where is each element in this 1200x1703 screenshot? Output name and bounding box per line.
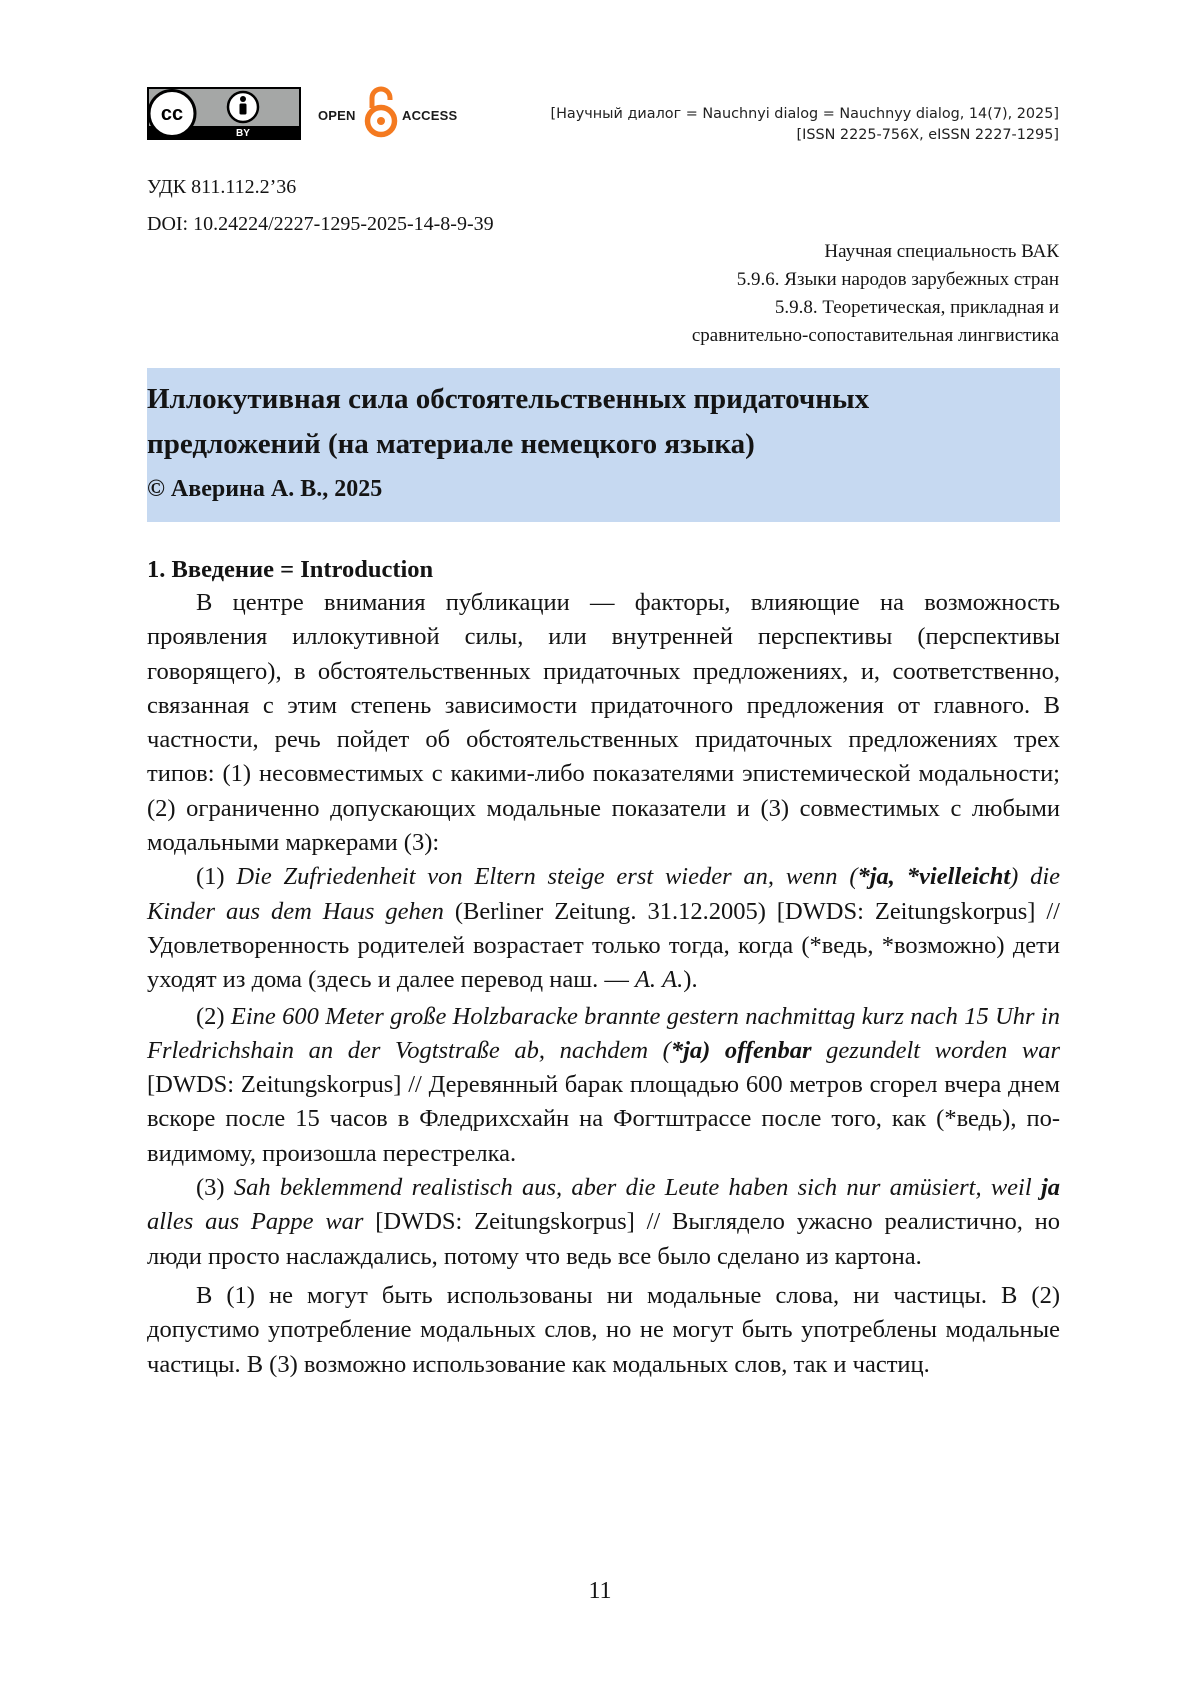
cc-by-license-badge [147,87,301,140]
specialty-line: Научная специальность ВАК [824,241,1059,262]
access-label: ACCESS [402,108,458,123]
issn-line: [ISSN 2225-756X, eISSN 2227-1295] [796,127,1059,143]
section-heading: 1. Введение = Introduction [147,556,434,583]
german-example-markers: ja [1040,1174,1060,1202]
german-example: gezundelt worden war [811,1036,1060,1064]
page-number: 11 [588,1578,612,1604]
body-text [147,586,1060,1382]
udc-code: УДК 811.112.2’36 [147,176,297,198]
conclusion-paragraph: В (1) не могут быть использованы ни модальные слова, ни частицы. В (2) допустимо употребление модальных слов, но не могут быть употреблены модальные частицы. В (3) возможно использование как модальных слов, так и частиц. [147,1281,1060,1378]
intro-paragraph: В центре внимания публикации — факторы, влияющие на возможность проявления иллокутивной силы, или внутренней перспективы (перспективы говорящего), в обстоятельственных придаточных предложениях, и, соответственно, связанная с этим степень зависимости придаточного предложения от главного. В частности, речь пойдет об обстоятельственных придаточных предложениях трех типов: (1) несовместимых с какими-либо показателями эпистемической модальности; (2) ограниченно допускающих модальные показатели и (3) совместимых с любыми модальными маркерами (3): [147,589,1060,857]
german-example: Eine 600 Meter große Holzbaracke brannte gestern nachmittag kurz nach 15 Uhr in Frledrichshain an der Vogtstraße ab, nachdem ( [147,1002,1060,1064]
german-example-markers: *ja) offenbar [670,1036,812,1064]
translator-initials: А. А. [634,966,684,994]
open-access-logo [318,86,460,138]
copyright-author: © Аверина А. В., 2025 [147,476,383,502]
example-3 [147,1171,1060,1274]
journal-citation [551,104,1060,146]
example-number: (3) [196,1174,234,1202]
specialty-line: 5.9.8. Теоретическая, прикладная и [774,297,1059,318]
by-label: BY [236,128,250,139]
open-label: OPEN [318,108,356,123]
example-source-translation: (Berliner Zeitung. 31.12.2005) [DWDS: Zeitungskorpus] // Удовлетворенность родителей возрастает только тогда, когда (*ведь, *возможно) дети уходят из дома (здесь и далее перевод наш. — [147,897,1060,994]
journal-line: [Научный диалог = Nauchnyi dialog = Nauchnyy dialog, 14(7), 2025] [550,106,1059,122]
specialty-line: 5.9.6. Языки народов зарубежных стран [736,269,1059,290]
vak-specialty [692,238,1059,350]
title-line: Иллокутивная сила обстоятельственных придаточных [147,383,870,415]
example-1 [147,860,1060,997]
example-source-translation: [DWDS: Zeitungskorpus] // Деревянный барак площадью 600 метров сгорел вчера днем вскоре после 15 часов в Фледрихсхайн на Фогтштрассе после того, как (*ведь), по-видимому, произошла перестрелка. [147,1071,1060,1167]
german-example: Sah beklemmend realistisch aus, aber die Leute haben sich nur amüsiert, weil [233,1174,1041,1202]
cc-by-icon [147,87,301,140]
title-block [147,368,1060,522]
german-example: Die Zufriedenheit von Eltern steige erst wieder an, wenn ( [236,863,858,891]
example-2 [147,1000,1060,1171]
article-title [147,377,1060,467]
title-line: предложений (на материале немецкого языка) [147,428,755,460]
punctuation: ). [683,966,698,994]
example-number: (1) [196,863,237,891]
example-number: (2) [196,1002,231,1030]
german-example: alles aus Pappe war [147,1208,364,1236]
open-lock-icon [363,86,399,138]
doi: DOI: 10.24224/2227-1295-2025-14-8-9-39 [147,213,494,235]
cc-letters: cc [160,103,184,125]
german-example-markers: *ja, *vielleicht [857,863,1011,891]
example-source-translation: [DWDS: Zeitungskorpus] // Выглядело ужасно реалистично, но люди просто наслаждались, потому что ведь все было сделано из картона. [147,1208,1060,1270]
specialty-line: сравнительно-сопоставительная лингвистика [691,325,1059,346]
german-example: ) die Kinder aus dem Haus gehen [147,863,1060,925]
